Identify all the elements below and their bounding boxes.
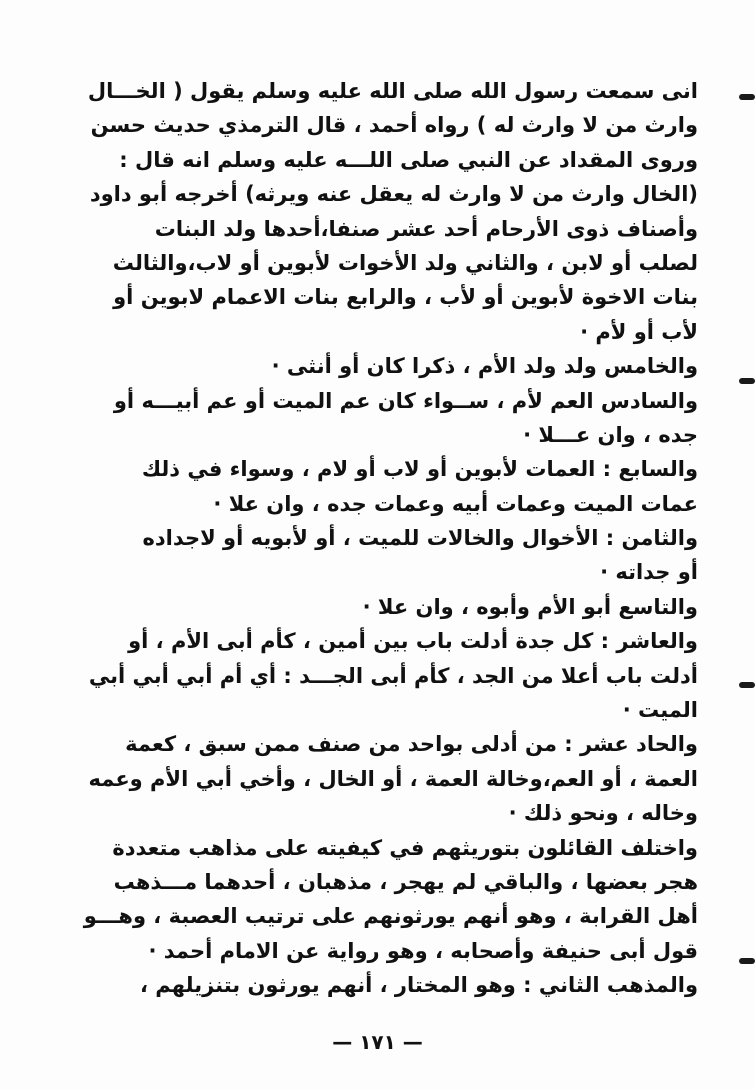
- margin-mark: [739, 682, 755, 688]
- text-line: والسادس العم لأم ، ســواء كان عم الميت أو عم أبيـــه أو: [113, 388, 698, 413]
- body-text: [58, 74, 698, 1003]
- text-line: جده ، وان عـــلا ·: [523, 422, 698, 447]
- margin-mark: [739, 94, 755, 100]
- text-line: بنات الاخوة لأبوين أو لأب ، والرابع بنات الاعمام لابوين أو: [113, 285, 698, 310]
- text-line: والسابع : العمات لأبوين أو لاب أو لام ، وسواء في ذلك: [141, 457, 698, 482]
- text-line: لصلب أو لابن ، والثاني ولد الأخوات لأبوين أو لاب،والثالث: [112, 250, 698, 275]
- page-number: — ١٧١ —: [332, 1030, 423, 1054]
- text-line: واختلف القائلون بتوريثهم في كيفيته على مذاهب متعددة: [112, 835, 698, 860]
- text-line: أهل القرابة ، وهو أنهم يورثونهم على ترتيب العصبة ، وهـــو: [83, 904, 698, 929]
- text-line: وروى المقداد عن النبي صلى اللـــه عليه وسلم انه قال :: [119, 147, 698, 172]
- text-line: أدلت باب أعلا من الجد ، كأم أبى الجـــد : أي أم أبي أبي أبي: [88, 663, 698, 688]
- text-line: والتاسع أبو الأم وأبوه ، وان علا ·: [362, 594, 698, 619]
- text-line: وخاله ، ونحو ذلك ·: [508, 801, 698, 826]
- text-line: الميت ·: [622, 698, 698, 723]
- text-line: العمة ، أو العم،وخالة العمة ، أو الخال ، وأخي أبي الأم وعمه: [88, 766, 698, 791]
- text-line: عمات الميت وعمات أبيه وعمات جده ، وان علا ·: [213, 491, 698, 516]
- text-line: والخامس ولد ولد الأم ، ذكرا كان أو أنثى ·: [271, 354, 698, 379]
- text-line: قول أبى حنيفة وأصحابه ، وهو رواية عن الامام أحمد ·: [148, 938, 698, 963]
- margin-mark: [739, 378, 755, 384]
- text-line: والمذهب الثاني : وهو المختار ، أنهم يورثون بتنزيلهم ،: [140, 973, 698, 998]
- text-line: هجر بعضها ، والباقي لم يهجر ، مذهبان ، أحدهما مـــذهب: [113, 869, 698, 894]
- text-line: أو جداته ·: [600, 560, 698, 585]
- text-line: لأب أو لأم ·: [580, 319, 698, 344]
- text-line: انى سمعت رسول الله صلى الله عليه وسلم يقول ( الخـــال: [87, 79, 698, 103]
- text-line: والعاشر : كل جدة أدلت باب بين أمين ، كأم أبى الأم ، أو: [128, 629, 698, 654]
- margin-mark: [739, 958, 755, 964]
- text-line: والحاد عشر : من أدلى بواحد من صنف ممن سبق ، كعمة: [125, 732, 698, 757]
- text-line: والثامن : الأخوال والخالات للميت ، أو لأبويه أو لاجداده: [142, 526, 698, 551]
- text-line: (الخال وارث من لا وارث له يعقل عنه ويرثه) أخرجه أبو داود: [89, 182, 698, 207]
- text-line: وارث من لا وارث له ) رواه أحمد ، قال الترمذي حديث حسن: [90, 113, 698, 138]
- text-line: وأصناف ذوى الأرحام أحد عشر صنفا،أحدها ولد البنات: [154, 216, 698, 241]
